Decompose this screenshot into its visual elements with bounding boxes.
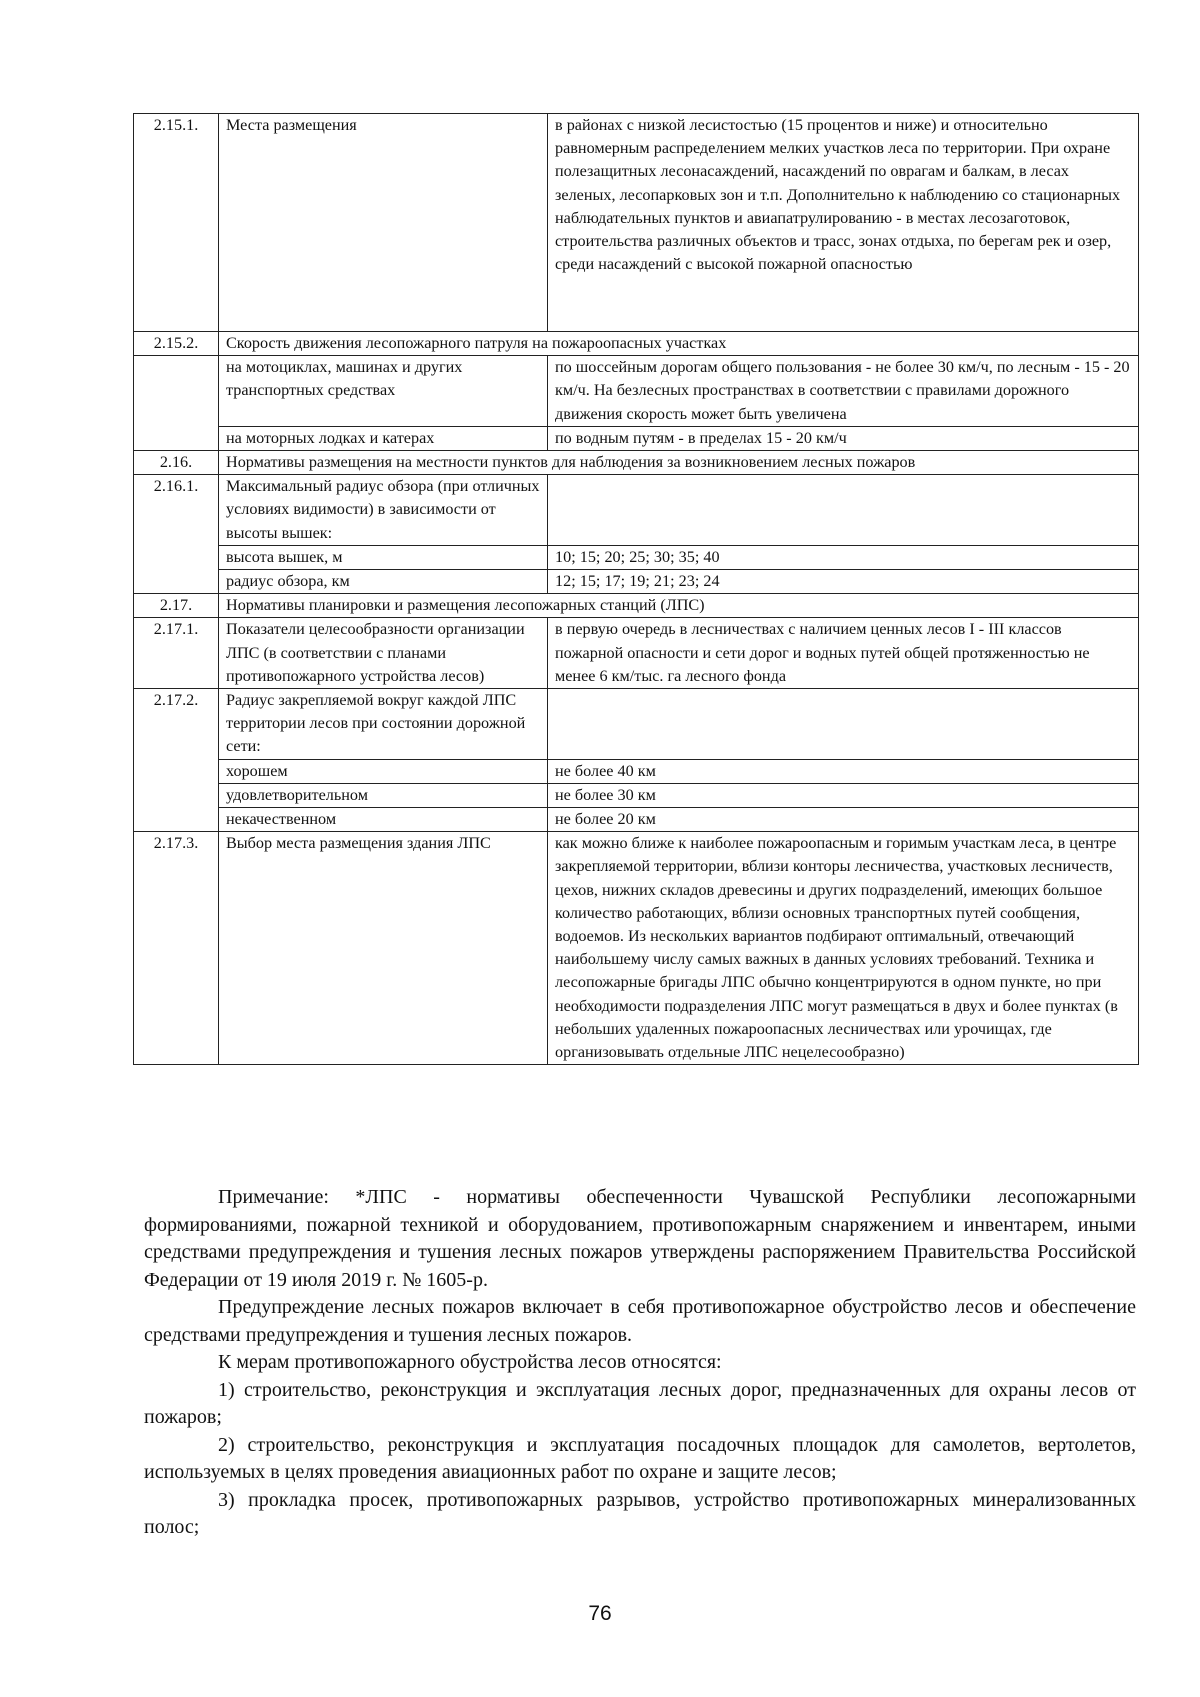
row-name: Радиус закрепляемой вокруг каждой ЛПС территории лесов при состоянии дорожной сети: [219, 689, 548, 760]
row-name: радиус обзора, км [219, 570, 548, 594]
row-number: 2.15.2. [134, 332, 219, 356]
row-number: 2.15.1. [134, 114, 219, 332]
row-value: по шоссейным дорогам общего пользования - не более 30 км/ч, по лесным - 15 - 20 км/ч. На безлесных пространствах в соответствии с правилами дорожного движения скорость может быть увеличена [548, 356, 1139, 427]
table-row [134, 475, 1139, 546]
row-number: 2.17.3. [134, 832, 219, 1065]
table-row [134, 689, 1139, 760]
norms-table [133, 113, 1139, 1065]
row-value [548, 689, 1139, 760]
list-item: 2) строительство, реконструкция и эксплуатация посадочных площадок для самолетов, вертолетов, используемых в целях проведения авиационных работ по охране и защите лесов; [144, 1433, 1136, 1483]
row-number: 2.16.1. [134, 475, 219, 594]
row-value: как можно ближе к наиболее пожароопасным и горимым участкам леса, в центре закрепляемой территории, вблизи конторы лесничества, участковых лесничеств, цехов, нижних складов древесины и других подразделений, имеющих большое количество работающих, вблизи основных транспортных путей сообщения, водоемов. Из нескольких вариантов подбирают оптимальный, отвечающий наибольшему числу самых важных в данных условиях требований. Техника и лесопожарные бригады ЛПС обычно концентрируются в одном пункте, но при необходимости подразделения ЛПС могут размещаться в двух и более пунктах (в небольших удаленных пожароопасных лесничествах или урочищах, где организовывать отдельные ЛПС нецелесообразно) [548, 832, 1139, 1065]
section-header: Нормативы размещения на местности пунктов для наблюдения за возникновением лесных пожаров [219, 451, 1139, 475]
table-row [134, 594, 1139, 618]
list-item: 1) строительство, реконструкция и эксплуатация лесных дорог, предназначенных для охраны лесов от пожаров; [144, 1378, 1136, 1428]
row-value: не более 20 км [548, 808, 1139, 832]
row-value: 12; 15; 17; 19; 21; 23; 24 [548, 570, 1139, 594]
body-text [144, 1184, 1136, 1542]
row-name: удовлетворительном [219, 783, 548, 807]
table-row [134, 832, 1139, 1065]
row-name: некачественном [219, 808, 548, 832]
table-row [134, 451, 1139, 475]
table-row [134, 332, 1139, 356]
table-row [134, 426, 1139, 450]
note-paragraph: Примечание: *ЛПС - нормативы обеспеченности Чувашской Республики лесопожарными формированиями, пожарной техникой и оборудованием, противопожарным снаряжением и инвентарем, иными средствами предупреждения и тушения лесных пожаров утверждены распоряжением Правительства Российской Федерации от 19 июля 2019 г. № 1605-р. [144, 1186, 1136, 1291]
row-name: Максимальный радиус обзора (при отличных условиях видимости) в зависимости от высоты вышек: [219, 475, 548, 546]
table-row [134, 356, 1139, 427]
table-row [134, 759, 1139, 783]
table-row [134, 114, 1139, 332]
row-value: по водным путям - в пределах 15 - 20 км/ч [548, 426, 1139, 450]
row-name: хорошем [219, 759, 548, 783]
row-value: в районах с низкой лесистостью (15 процентов и ниже) и относительно равномерным распределением мелких участков леса по территории. При охране полезащитных лесонасаждений, насаждений по оврагам и балкам, в лесах зеленых, лесопарковых зон и т.п. Дополнительно к наблюдению со стационарных наблюдательных пунктов и авиапатрулированию - в местах лесозаготовок, строительства различных объектов и трасс, зонах отдыха, по берегам рек и озер, среди насаждений с высокой пожарной опасностью [548, 114, 1139, 332]
row-name: на мотоциклах, машинах и других транспортных средствах [219, 356, 548, 427]
paragraph: Предупреждение лесных пожаров включает в себя противопожарное обустройство лесов и обеспечение средствами предупреждения и тушения лесных пожаров. [144, 1296, 1136, 1346]
row-number: 2.17.2. [134, 689, 219, 832]
row-value: не более 40 км [548, 759, 1139, 783]
row-name: на моторных лодках и катерах [219, 426, 548, 450]
table-row [134, 808, 1139, 832]
table-row [134, 783, 1139, 807]
table-row [134, 570, 1139, 594]
row-number-empty [134, 356, 219, 451]
row-name: Места размещения [219, 114, 548, 332]
row-number: 2.17. [134, 594, 219, 618]
row-value: не более 30 км [548, 783, 1139, 807]
row-value: 10; 15; 20; 25; 30; 35; 40 [548, 545, 1139, 569]
row-name: Показатели целесообразности организации ЛПС (в соответствии с планами противопожарного устройства лесов) [219, 618, 548, 689]
section-header: Скорость движения лесопожарного патруля на пожароопасных участках [219, 332, 1139, 356]
table-row [134, 618, 1139, 689]
paragraph: К мерам противопожарного обустройства лесов относятся: [218, 1351, 722, 1373]
page-number: 76 [588, 1602, 612, 1625]
table-row [134, 545, 1139, 569]
row-name: высота вышек, м [219, 545, 548, 569]
row-number: 2.17.1. [134, 618, 219, 689]
section-header: Нормативы планировки и размещения лесопожарных станций (ЛПС) [219, 594, 1139, 618]
row-value: в первую очередь в лесничествах с наличием ценных лесов I - III классов пожарной опасности и сети дорог и водных путей общей протяженностью не менее 6 км/тыс. га лесного фонда [548, 618, 1139, 689]
row-value [548, 475, 1139, 546]
row-name: Выбор места размещения здания ЛПС [219, 832, 548, 1065]
list-item: 3) прокладка просек, противопожарных разрывов, устройство противопожарных минерализованных полос; [144, 1488, 1136, 1538]
row-number: 2.16. [134, 451, 219, 475]
